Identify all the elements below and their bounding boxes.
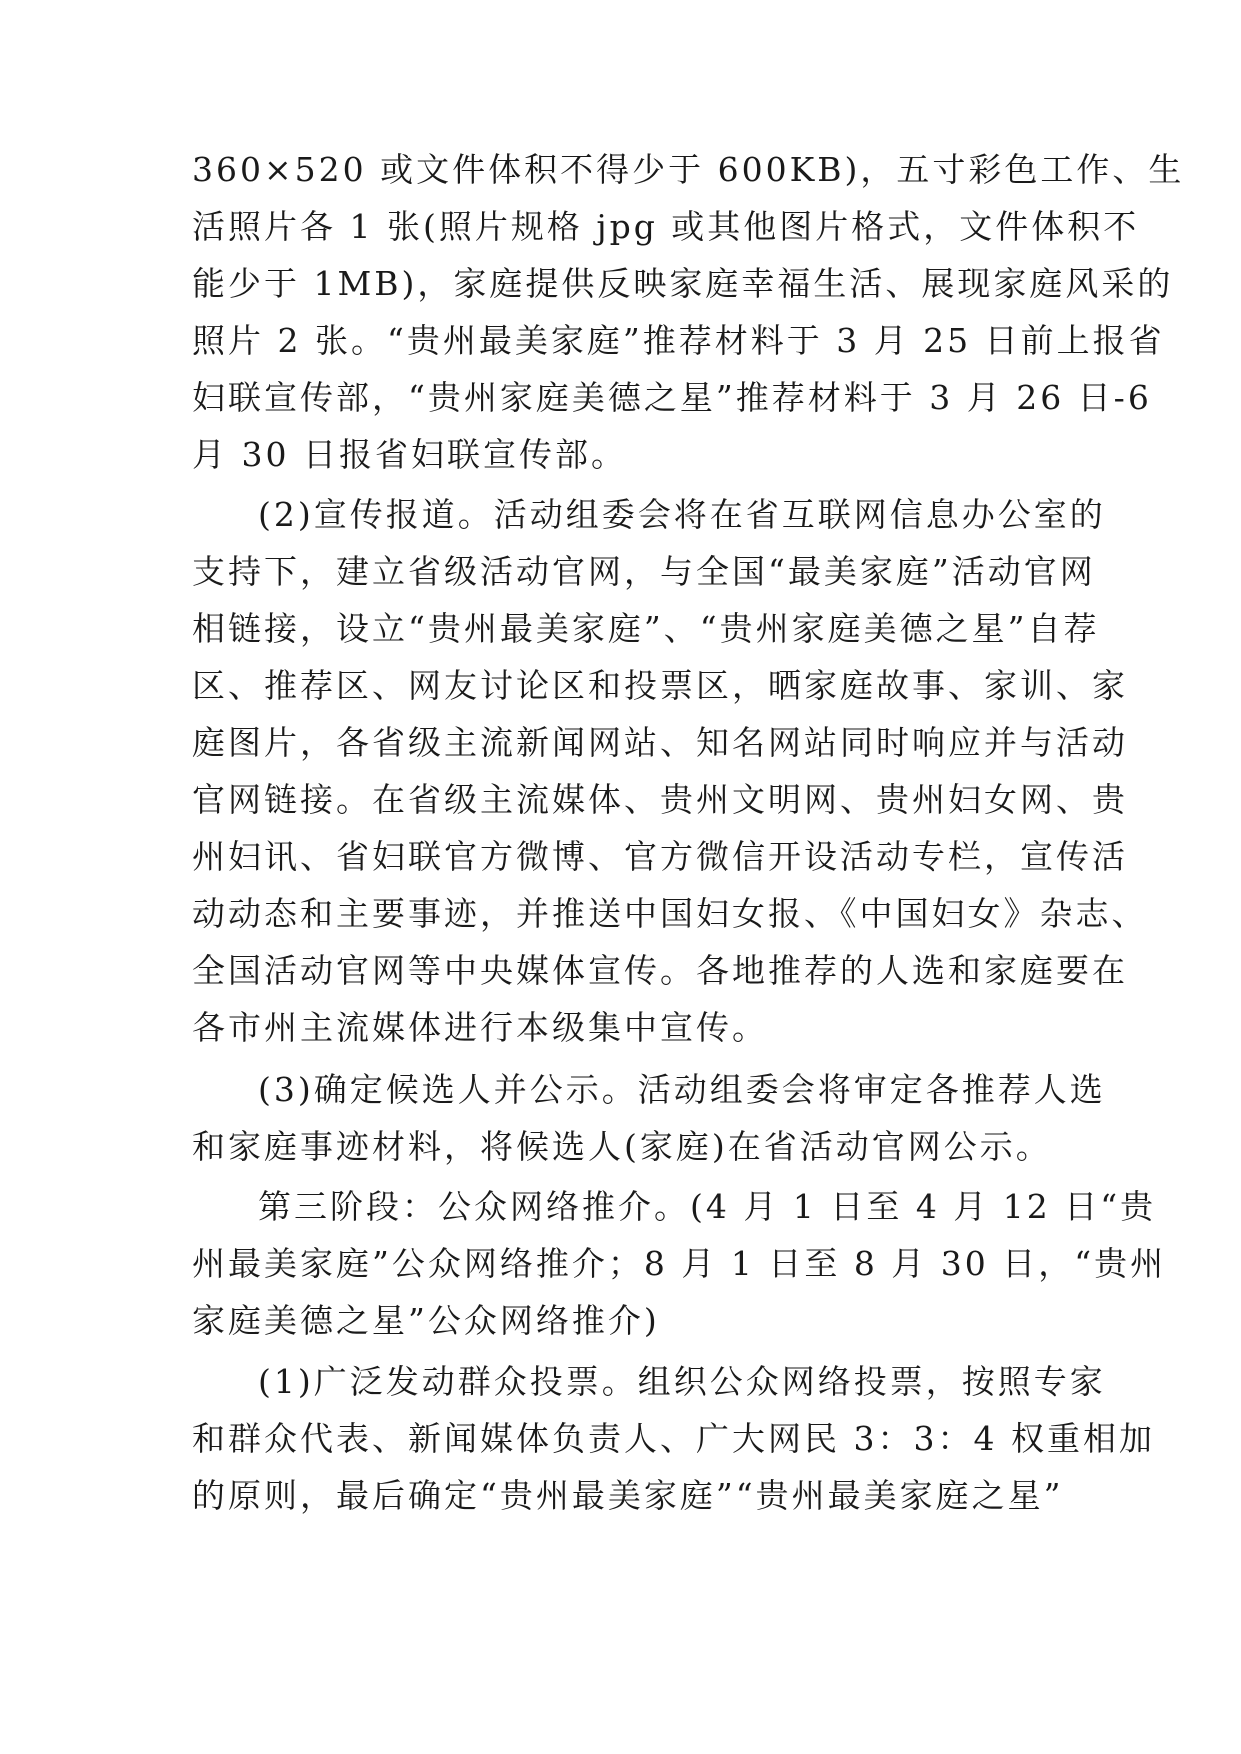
text-line: 的原则，最后确定“贵州最美家庭”“贵州最美家庭之星” bbox=[192, 1476, 1064, 1515]
paragraph-start-line: (2)宣传报道。活动组委会将在省互联网信息办公室的 bbox=[258, 495, 1106, 534]
text-line: 州最美家庭”公众网络推介；8 月 1 日至 8 月 30 日，“贵州 bbox=[192, 1244, 1167, 1283]
text-line: 支持下，建立省级活动官网，与全国“最美家庭”活动官网 bbox=[192, 552, 1096, 591]
text-line: 全国活动官网等中央媒体宣传。各地推荐的人选和家庭要在 bbox=[192, 951, 1128, 990]
text-line: 和群众代表、新闻媒体负责人、广大网民 3：3：4 权重相加 bbox=[192, 1419, 1155, 1458]
text-line: 各市州主流媒体进行本级集中宣传。 bbox=[192, 1008, 768, 1047]
text-line: 能少于 1MB)，家庭提供反映家庭幸福生活、展现家庭风采的 bbox=[192, 264, 1174, 303]
paragraph-start-line: (1)广泛发动群众投票。组织公众网络投票，按照专家 bbox=[258, 1362, 1106, 1401]
text-line: 官网链接。在省级主流媒体、贵州文明网、贵州妇女网、贵 bbox=[192, 780, 1128, 819]
text-line: 动动态和主要事迹，并推送中国妇女报、《中国妇女》杂志、 bbox=[192, 894, 1148, 933]
text-line: 区、推荐区、网友讨论区和投票区，晒家庭故事、家训、家 bbox=[192, 666, 1128, 705]
text-line: 家庭美德之星”公众网络推介) bbox=[192, 1301, 660, 1340]
text-line: 照片 2 张。“贵州最美家庭”推荐材料于 3 月 25 日前上报省 bbox=[192, 321, 1165, 360]
text-line: 相链接，设立“贵州最美家庭”、“贵州家庭美德之星”自荐 bbox=[192, 609, 1100, 648]
text-line: 庭图片，各省级主流新闻网站、知名网站同时响应并与活动 bbox=[192, 723, 1128, 762]
paragraph-start-line: 第三阶段：公众网络推介。(4 月 1 日至 4 月 12 日“贵 bbox=[258, 1187, 1157, 1226]
text-line: 和家庭事迹材料，将候选人(家庭)在省活动官网公示。 bbox=[192, 1127, 1052, 1166]
paragraph-start-line: (3)确定候选人并公示。活动组委会将审定各推荐人选 bbox=[258, 1070, 1106, 1109]
text-line: 360×520 或文件体积不得少于 600KB)，五寸彩色工作、生 bbox=[192, 150, 1185, 189]
text-line: 月 30 日报省妇联宣传部。 bbox=[192, 435, 627, 474]
text-line: 活照片各 1 张(照片规格 jpg 或其他图片格式，文件体积不 bbox=[192, 207, 1140, 246]
text-line: 州妇讯、省妇联官方微博、官方微信开设活动专栏，宣传活 bbox=[192, 837, 1128, 876]
text-line: 妇联宣传部，“贵州家庭美德之星”推荐材料于 3 月 26 日-6 bbox=[192, 378, 1152, 417]
